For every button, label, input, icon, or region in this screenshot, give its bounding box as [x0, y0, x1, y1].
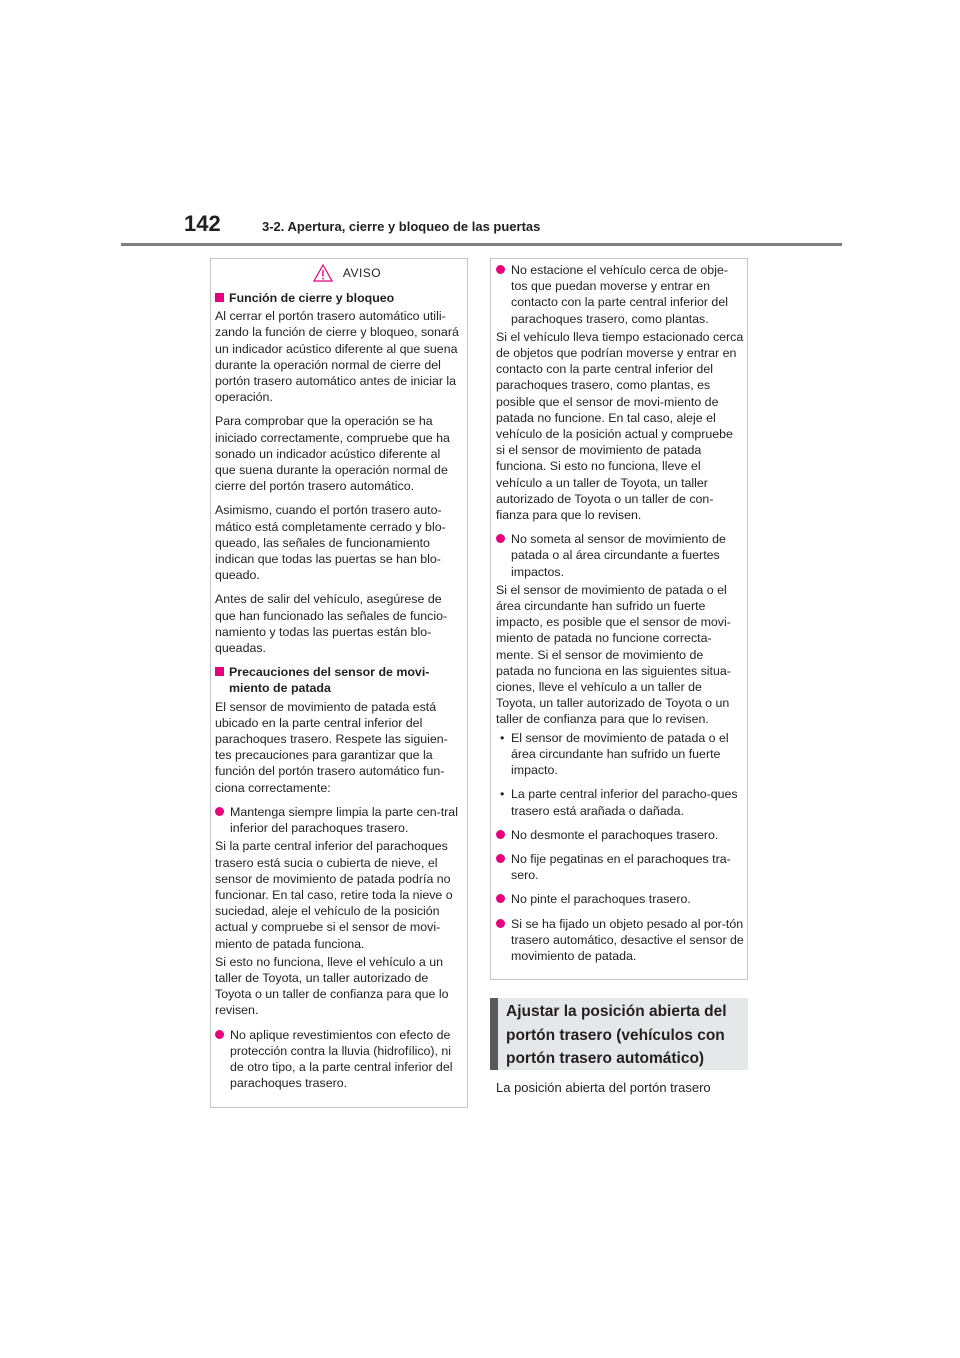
section-title: 3-2. Apertura, cierre y bloqueo de las puertas — [262, 219, 541, 234]
subheading-lock-function — [215, 290, 463, 306]
paragraph: Al cerrar el portón trasero automático utili-zando la función de cierre y bloqueo, sonará un indicador acústico diferente al que suena durante la operación normal de cierre del portón trasero automático antes de iniciar la operación. — [215, 309, 459, 405]
square-bullet-icon — [215, 293, 224, 302]
round-bullet-icon — [496, 830, 505, 839]
bullet-text: No pinte el parachoques trasero. — [511, 892, 691, 907]
paragraph: El sensor de movimiento de patada está ubicado en la parte central inferior del parachoques trasero. Respete las siguien-tes precauciones para garantizar que la función del portón trasero automático fun-ciona correctamente: — [215, 699, 448, 795]
section-heading — [490, 998, 748, 1070]
round-bullet-icon — [215, 1030, 224, 1039]
warning-triangle-icon — [313, 264, 333, 282]
section-heading-line: Ajustar la posición abierta del — [506, 1003, 727, 1020]
square-bullet-icon — [215, 667, 224, 676]
paragraph: Si la parte central inferior del parachoques trasero está sucia o cubierta de nieve, el sensor de movimiento de patada podría no funcionar. En tal caso, retire toda la nieve o suciedad, aleje el vehículo de la posición actual y compruebe si el sensor de movi-miento de patada funciona. — [215, 839, 453, 951]
bullet-item — [496, 531, 744, 580]
bullet-text: Si se ha fijado un objeto pesado al por-tón trasero automático, desactive el sensor de movimiento de patada. — [511, 916, 744, 963]
dash-item — [496, 730, 744, 779]
dash-item — [496, 786, 744, 818]
paragraph: Si esto no funciona, lleve el vehículo a un taller de Toyota, un taller autorizado de Toyota o un taller de confianza para que lo revisen. — [215, 954, 449, 1018]
section-heading-line: portón trasero (vehículos con — [506, 1026, 725, 1044]
bullet-text: No estacione el vehículo cerca de obje-tos que puedan moverse y entrar en contacto con la parte central inferior del parachoques trasero, como plantas. — [511, 263, 728, 326]
bullet-text: Mantenga siempre limpia la parte cen-tral inferior del parachoques trasero. — [230, 804, 458, 836]
bullet-item — [496, 851, 744, 883]
bullet-text: No fije pegatinas en el parachoques tra-sero. — [511, 851, 731, 883]
page-number: 142 — [184, 211, 221, 236]
bullet-item — [215, 1027, 463, 1092]
bullet-item — [496, 891, 744, 907]
warning-right-column — [496, 262, 744, 972]
warning-left-column — [215, 290, 463, 1099]
round-bullet-icon — [496, 534, 505, 543]
bullet-item — [496, 827, 744, 843]
dot-marker: • — [500, 787, 505, 802]
paragraph: Si el vehículo lleva tiempo estacionado cerca de objetos que podrían moverse y entrar en contacto con la parte central inferior del parachoques trasero, como plantas, es posible que el sensor de movi-miento de patada no funcione. En tal caso, aleje el vehículo de la posición actual y compruebe si el sensor de movimiento de patada funciona. Si esto no funciona, lleve el vehículo a un taller de Toyota, un taller autorizado de Toyota o un taller de con-fianza para que lo revisen. — [496, 329, 744, 523]
subheading-kick-sensor — [215, 664, 463, 696]
subheading-text: Función de cierre y bloqueo — [229, 291, 395, 305]
dash-text: La parte central inferior del paracho-ques trasero está arañada o dañada. — [511, 787, 738, 818]
warning-label: AVISO — [342, 266, 382, 280]
round-bullet-icon — [496, 265, 505, 274]
round-bullet-icon — [215, 807, 224, 816]
paragraph: Asimismo, cuando el portón trasero auto-mático está completamente cerrado y blo-queado, las señales de funcionamiento indican que todas las puertas se han blo-queado. — [215, 503, 446, 583]
paragraph: Para comprobar que la operación se ha iniciado correctamente, compruebe que ha sonado un indicador acústico diferente al que suena durante la operación normal de cierre del portón trasero automático. — [215, 414, 450, 494]
dot-marker: • — [500, 730, 505, 745]
paragraph: Si el sensor de movimiento de patada o el área circundante han sufrido un fuerte impacto, es posible que el sensor de movi-miento de patada no funcione correcta-mente. Si el sensor de movimiento de patada no funciona en las siguientes situa-ciones, lleve el vehículo a un taller de Toyota, un taller autorizado de Toyota o un taller de confianza para que lo revisen. — [496, 582, 731, 727]
bullet-text: No someta al sensor de movimiento de patada o al área circundante a fuertes impactos. — [511, 532, 726, 579]
bullet-item — [496, 262, 744, 327]
section-heading-line: portón trasero automático) — [506, 1050, 705, 1067]
dash-text: El sensor de movimiento de patada o el área circundante han sufrido un fuerte impacto. — [511, 730, 729, 778]
bullet-item — [215, 804, 463, 836]
header-rule — [121, 243, 842, 246]
warning-title — [226, 262, 468, 284]
subheading-text: Precauciones del sensor de movi-miento de patada — [229, 665, 430, 696]
round-bullet-icon — [496, 854, 505, 863]
round-bullet-icon — [496, 919, 505, 928]
body-text: La posición abierta del portón trasero — [496, 1080, 711, 1095]
bullet-text: No desmonte el parachoques trasero. — [511, 827, 719, 842]
bullet-item — [496, 916, 744, 965]
bullet-text: No aplique revestimientos con efecto de protección contra la lluvia (hidrofílico), ni de otro tipo, a la parte central inferior del parachoques trasero. — [230, 1027, 453, 1091]
round-bullet-icon — [496, 894, 505, 903]
paragraph: Antes de salir del vehículo, asegúrese de que han funcionado las señales de funcio-namiento y todas las puertas están blo-queadas. — [215, 592, 448, 656]
